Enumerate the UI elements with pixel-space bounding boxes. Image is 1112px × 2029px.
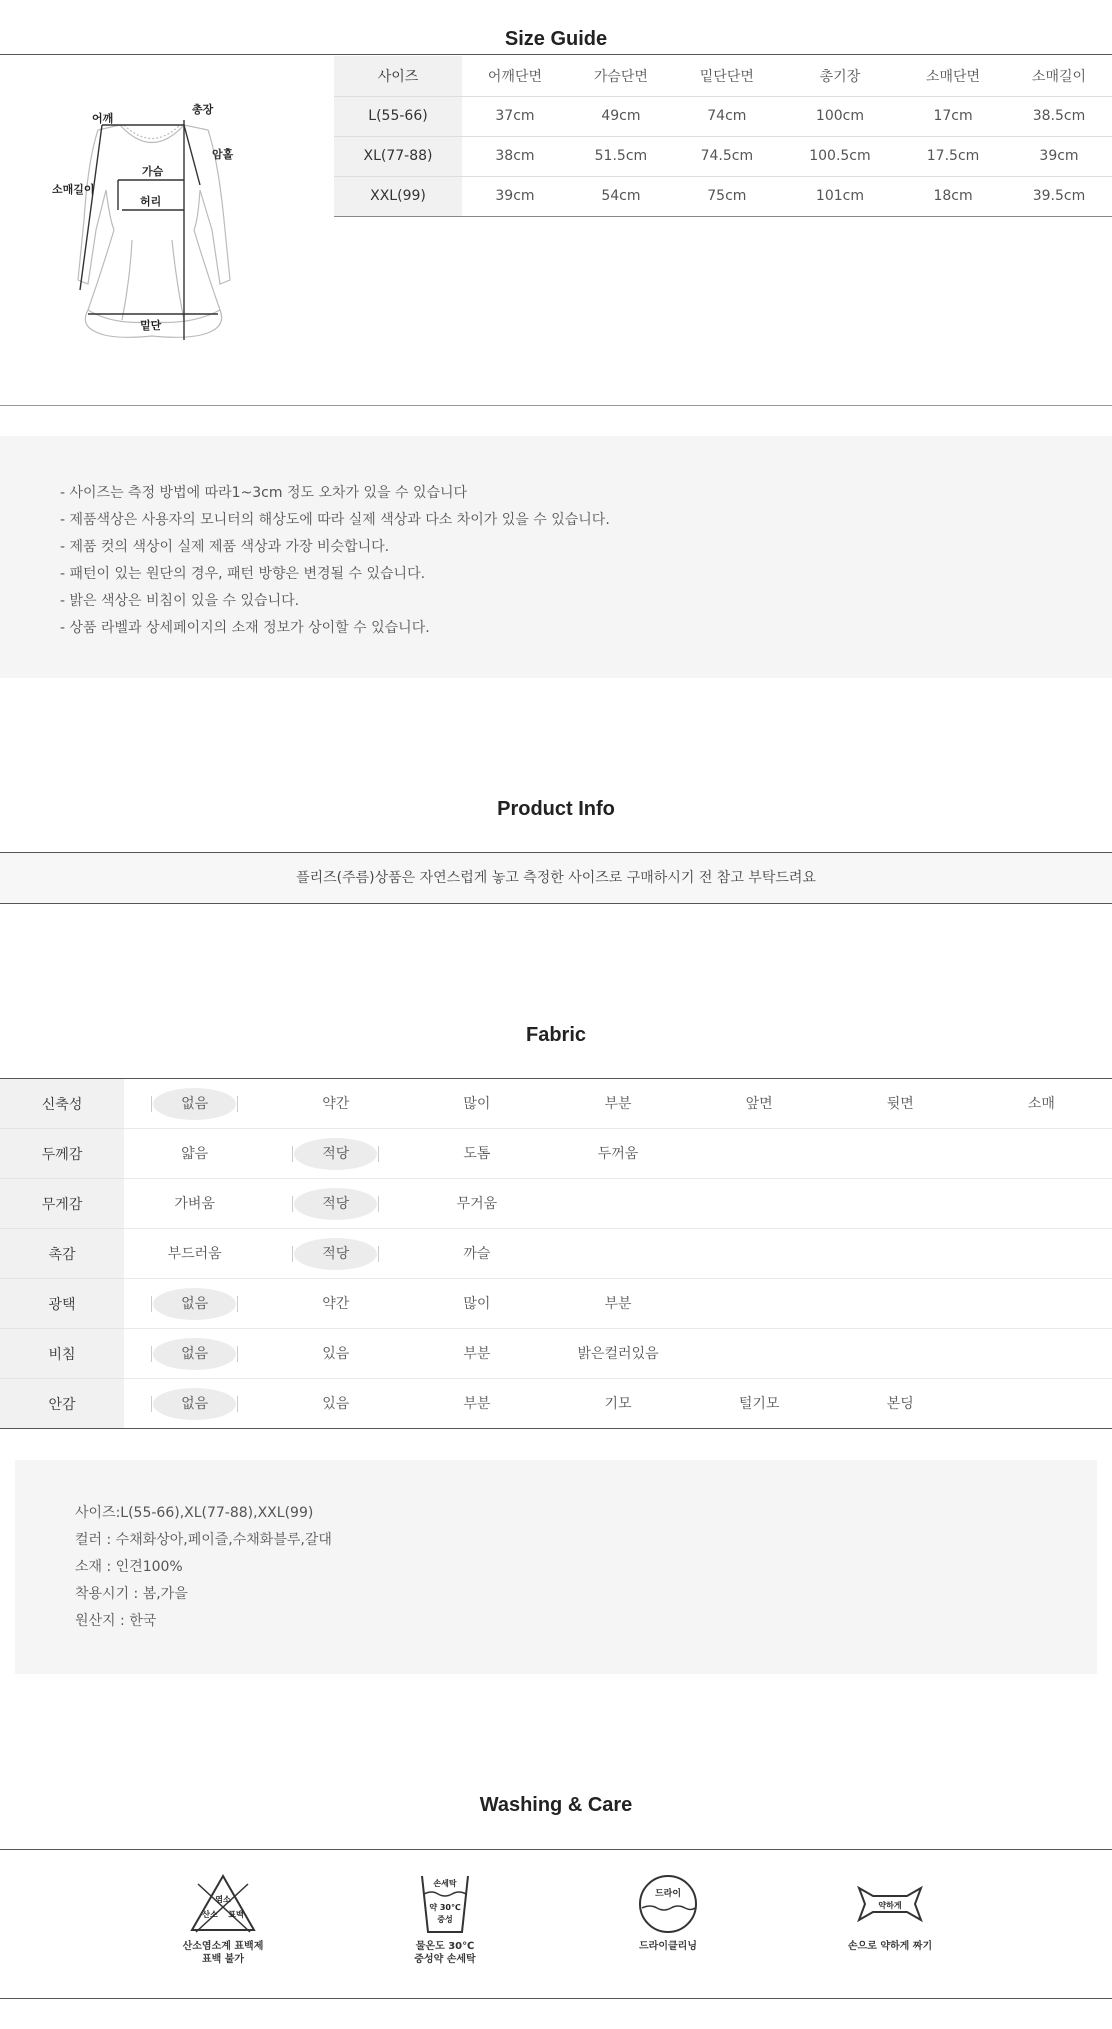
fabric-option: 많이 <box>463 1095 491 1112</box>
washing-title: Washing & Care <box>479 1794 633 1816</box>
fabric-option-selected: 없음 <box>153 1288 236 1320</box>
table-header-row <box>334 56 1112 96</box>
fabric-option-cell <box>830 1229 971 1279</box>
table-header-cell: 소매길이 <box>1006 56 1112 96</box>
icon-text: 약하게 <box>878 1901 902 1910</box>
table-row <box>334 136 1112 176</box>
fabric-option: 밝은컬러있음 <box>577 1345 659 1362</box>
fabric-option-selected: 적당 <box>294 1138 377 1170</box>
divider <box>0 54 1112 55</box>
fabric-option: 부분 <box>604 1295 632 1312</box>
fabric-option-cell <box>265 1279 406 1329</box>
no-bleach-icon <box>188 1872 258 1936</box>
fabric-option-cell <box>830 1329 971 1379</box>
product-info-title: Product Info <box>497 798 615 820</box>
fabric-option-cell <box>971 1129 1112 1179</box>
fabric-option: 많이 <box>463 1295 491 1312</box>
table-cell: 49cm <box>568 96 674 136</box>
diagram-label-armhole: 암홀 <box>212 148 234 161</box>
fabric-option: 뒷면 <box>886 1095 914 1112</box>
fabric-title: Fabric <box>525 1024 587 1046</box>
note-line: - 패턴이 있는 원단의 경우, 패턴 방향은 변경될 수 있습니다. <box>60 566 426 582</box>
fabric-option: 도톰 <box>463 1145 491 1162</box>
table-cell: 100cm <box>780 96 900 136</box>
fabric-option: 가벼움 <box>174 1195 215 1212</box>
dry-clean-icon <box>633 1872 703 1936</box>
wash-item-dry-clean <box>598 1872 738 1953</box>
fabric-option-cell <box>689 1229 830 1279</box>
note-line: - 제품 컷의 색상이 실제 제품 색상과 가장 비슷합니다. <box>60 539 390 555</box>
fabric-option: 두꺼움 <box>597 1145 639 1162</box>
size-table <box>334 56 1112 217</box>
divider <box>0 1998 1112 1999</box>
detail-material: 소재 : 인견100% <box>75 1559 183 1575</box>
fabric-row <box>0 1279 1112 1329</box>
table-header-cell: 사이즈 <box>334 56 462 96</box>
wash-label: 손으로 약하게 짜기 <box>847 1941 933 1952</box>
table-cell: 38cm <box>462 136 568 176</box>
table-cell: 54cm <box>568 176 674 216</box>
fabric-option-cell <box>406 1379 547 1429</box>
fabric-option-cell <box>406 1279 547 1329</box>
wash-item-gentle-wring <box>820 1872 960 1953</box>
fabric-option-cell <box>124 1179 265 1229</box>
fabric-option-cell <box>971 1379 1112 1429</box>
notes-box <box>0 436 1112 678</box>
icon-text: 산소 <box>202 1910 218 1919</box>
icon-text: 손세탁 <box>433 1879 457 1888</box>
icon-text: 표백 <box>228 1910 244 1919</box>
fabric-option-cell <box>265 1229 406 1279</box>
table-header-cell: 소매단면 <box>900 56 1006 96</box>
table-cell: 74cm <box>674 96 780 136</box>
fabric-row <box>0 1329 1112 1379</box>
table-cell: 101cm <box>780 176 900 216</box>
fabric-option-cell <box>124 1129 265 1179</box>
diagram-label-waist: 허리 <box>140 195 162 208</box>
table-row <box>334 96 1112 136</box>
fabric-row-label: 무게감 <box>0 1179 124 1229</box>
note-line: - 제품색상은 사용자의 모니터의 해상도에 따라 실제 색상과 다소 차이가 있을 수 있습니다. <box>60 512 610 528</box>
note-line: - 상품 라벨과 상세페이지의 소재 정보가 상이할 수 있습니다. <box>60 620 430 636</box>
fabric-option-cell <box>689 1179 830 1229</box>
diagram-label-shoulder: 어깨 <box>92 112 114 125</box>
table-cell: 17cm <box>900 96 1006 136</box>
fabric-option-cell <box>547 1079 688 1129</box>
icon-text: 약 30℃ <box>429 1903 461 1912</box>
gentle-wring-icon <box>855 1872 925 1936</box>
fabric-row-label: 신축성 <box>0 1079 124 1129</box>
fabric-row <box>0 1129 1112 1179</box>
fabric-option: 있음 <box>322 1395 350 1412</box>
table-header-cell: 어깨단면 <box>462 56 568 96</box>
fabric-option-selected: 없음 <box>153 1088 236 1120</box>
detail-size: 사이즈:L(55-66),XL(77-88),XXL(99) <box>75 1505 314 1521</box>
table-cell: 74.5cm <box>674 136 780 176</box>
fabric-option: 얇음 <box>181 1145 209 1162</box>
fabric-option-cell <box>124 1279 265 1329</box>
hand-wash-30-icon <box>410 1872 480 1936</box>
fabric-option-cell <box>689 1129 830 1179</box>
wash-item-no-bleach <box>153 1872 293 1966</box>
fabric-option-cell <box>830 1179 971 1229</box>
fabric-row <box>0 1379 1112 1429</box>
table-row <box>334 176 1112 216</box>
wash-label: 산소염소계 표백제 표백 불가 <box>182 1941 264 1965</box>
fabric-option-cell <box>265 1379 406 1429</box>
fabric-option-cell <box>406 1129 547 1179</box>
fabric-option-cell <box>406 1079 547 1129</box>
dress-diagram-icon <box>52 100 262 360</box>
fabric-option-cell <box>971 1329 1112 1379</box>
table-cell: 100.5cm <box>780 136 900 176</box>
fabric-option-cell <box>971 1079 1112 1129</box>
fabric-option: 부분 <box>463 1395 491 1412</box>
wash-label: 물온도 30℃ 중성약 손세탁 <box>414 1941 476 1965</box>
table-cell: 39.5cm <box>1006 176 1112 216</box>
fabric-option: 소매 <box>1027 1095 1055 1112</box>
wash-item-hand-wash <box>375 1872 515 1966</box>
fabric-option-cell <box>406 1179 547 1229</box>
table-header-cell: 가슴단면 <box>568 56 674 96</box>
fabric-option-cell <box>971 1279 1112 1329</box>
fabric-option-cell <box>971 1229 1112 1279</box>
detail-origin: 원산지 : 한국 <box>75 1613 157 1629</box>
fabric-row-label: 두께감 <box>0 1129 124 1179</box>
fabric-option-cell <box>124 1329 265 1379</box>
note-line: - 밝은 색상은 비침이 있을 수 있습니다. <box>60 593 300 609</box>
table-cell: 37cm <box>462 96 568 136</box>
table-header-cell: 밑단단면 <box>674 56 780 96</box>
fabric-option-selected: 적당 <box>294 1188 377 1220</box>
fabric-option-cell <box>830 1129 971 1179</box>
fabric-option-cell <box>547 1129 688 1179</box>
size-cell: XXL(99) <box>334 176 462 216</box>
icon-text: 염소 <box>215 1895 231 1904</box>
detail-color: 컬러 : 수채화상아,페이즐,수채화블루,갈대 <box>75 1532 332 1548</box>
fabric-row-label: 광택 <box>0 1279 124 1329</box>
fabric-row <box>0 1079 1112 1129</box>
fabric-option-selected: 없음 <box>153 1338 236 1370</box>
diagram-label-hem: 밑단 <box>140 319 162 332</box>
fabric-row-label: 촉감 <box>0 1229 124 1279</box>
product-details-box <box>15 1460 1097 1674</box>
fabric-option: 털기모 <box>738 1395 780 1412</box>
fabric-option-cell <box>124 1079 265 1129</box>
fabric-option-cell <box>547 1179 688 1229</box>
fabric-option-cell <box>406 1229 547 1279</box>
fabric-option-cell <box>124 1229 265 1279</box>
divider <box>0 405 1112 406</box>
fabric-option-cell <box>830 1279 971 1329</box>
icon-text: 드라이 <box>654 1889 682 1899</box>
fabric-option-cell <box>547 1329 688 1379</box>
fabric-option: 본딩 <box>886 1395 914 1412</box>
fabric-option-selected: 없음 <box>153 1388 236 1420</box>
fabric-option-cell <box>265 1129 406 1179</box>
diagram-label-sleeve-length: 소매길이 <box>52 183 95 196</box>
table-cell: 39cm <box>1006 136 1112 176</box>
fabric-option-cell <box>547 1379 688 1429</box>
fabric-option-cell <box>265 1329 406 1379</box>
fabric-option-selected: 적당 <box>294 1238 377 1270</box>
fabric-table <box>0 1078 1112 1429</box>
detail-season: 착용시기 : 봄,가을 <box>75 1586 188 1602</box>
product-info-text: 플리즈(주름)상품은 자연스럽게 놓고 측정한 사이즈로 구매하시기 전 참고 부탁드려요 <box>0 852 1112 904</box>
fabric-option: 부분 <box>463 1345 491 1362</box>
fabric-option-cell <box>124 1379 265 1429</box>
fabric-option: 기모 <box>604 1395 632 1412</box>
fabric-option-cell <box>689 1279 830 1329</box>
fabric-option: 약간 <box>322 1295 350 1312</box>
table-cell: 17.5cm <box>900 136 1006 176</box>
fabric-option: 앞면 <box>745 1095 773 1112</box>
wash-label: 드라이클리닝 <box>639 1941 697 1952</box>
diagram-label-total-length: 총장 <box>192 103 214 116</box>
fabric-option-cell <box>830 1379 971 1429</box>
fabric-option-cell <box>689 1329 830 1379</box>
fabric-row <box>0 1229 1112 1279</box>
size-guide-title: Size Guide <box>504 28 608 50</box>
fabric-option-cell <box>406 1329 547 1379</box>
fabric-option-cell <box>971 1179 1112 1229</box>
fabric-option: 무거움 <box>456 1195 498 1212</box>
fabric-option-cell <box>689 1079 830 1129</box>
fabric-option: 있음 <box>322 1345 350 1362</box>
size-cell: XL(77-88) <box>334 136 462 176</box>
divider <box>0 1849 1112 1850</box>
icon-text: 중성 <box>437 1915 453 1924</box>
fabric-option-cell <box>547 1279 688 1329</box>
fabric-option-cell <box>265 1179 406 1229</box>
fabric-option-cell <box>689 1379 830 1429</box>
fabric-row-label: 비침 <box>0 1329 124 1379</box>
table-header-cell: 총기장 <box>780 56 900 96</box>
fabric-option: 까슬 <box>463 1245 491 1262</box>
fabric-option: 부드러움 <box>167 1245 222 1262</box>
table-cell: 38.5cm <box>1006 96 1112 136</box>
size-cell: L(55-66) <box>334 96 462 136</box>
fabric-option-cell <box>830 1079 971 1129</box>
fabric-option: 부분 <box>604 1095 632 1112</box>
fabric-option-cell <box>547 1229 688 1279</box>
fabric-row-label: 안감 <box>0 1379 124 1429</box>
table-cell: 18cm <box>900 176 1006 216</box>
fabric-row <box>0 1179 1112 1229</box>
table-cell: 39cm <box>462 176 568 216</box>
fabric-option-cell <box>265 1079 406 1129</box>
fabric-option: 약간 <box>322 1095 350 1112</box>
diagram-label-chest: 가슴 <box>142 165 164 178</box>
table-cell: 75cm <box>674 176 780 216</box>
note-line: - 사이즈는 측정 방법에 따라1~3cm 정도 오차가 있을 수 있습니다 <box>60 485 468 501</box>
table-cell: 51.5cm <box>568 136 674 176</box>
